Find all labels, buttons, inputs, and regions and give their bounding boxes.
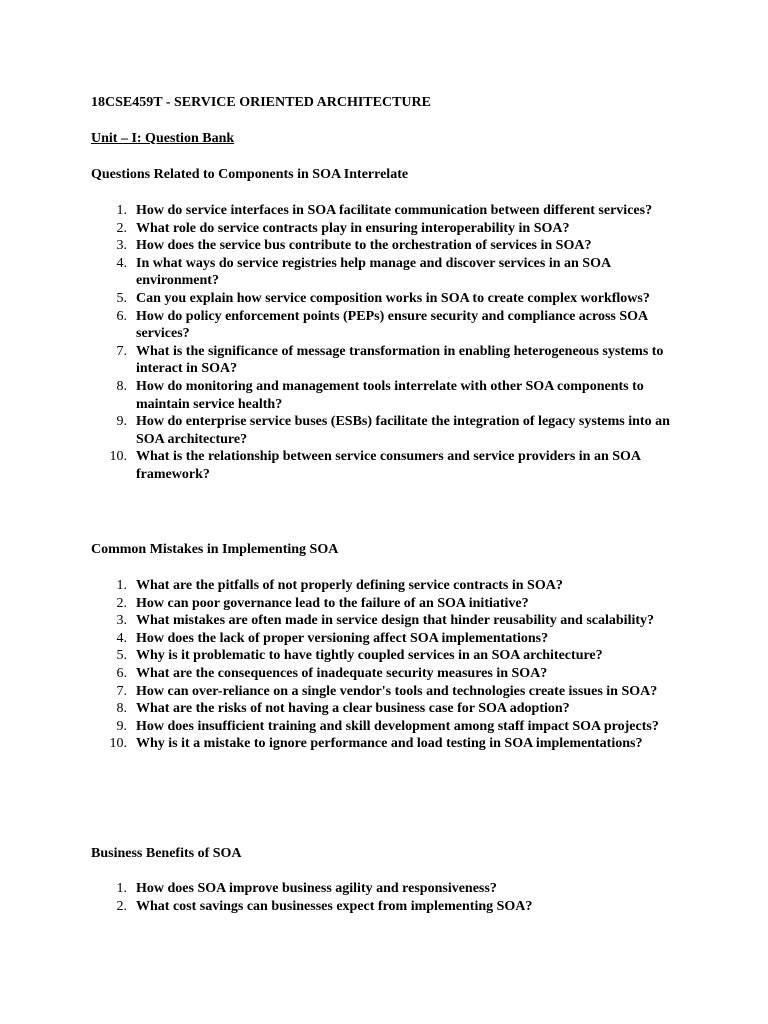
question-number: 4.	[116, 630, 127, 646]
question-number: 9.	[116, 718, 127, 734]
question-text: Why is it a mistake to ignore performance and load testing in SOA implementations?	[136, 736, 643, 752]
section-heading: Common Mistakes in Implementing SOA	[91, 542, 339, 557]
question-item	[91, 595, 681, 613]
question-item	[91, 700, 681, 718]
question-item	[91, 308, 681, 343]
question-text: How does SOA improve business agility and responsiveness?	[136, 881, 497, 896]
question-item	[91, 577, 681, 595]
question-number: 7.	[116, 683, 127, 699]
question-text: Why is it problematic to have tightly coupled services in an SOA architecture?	[136, 648, 603, 664]
question-number: 6.	[116, 665, 127, 681]
question-text: What cost savings can businesses expect from implementing SOA?	[136, 898, 533, 914]
question-item	[91, 202, 681, 220]
question-text: How do enterprise service buses (ESBs) facilitate the integration of legacy systems into an SOA architecture?	[136, 414, 670, 447]
question-number: 5.	[116, 648, 127, 664]
question-list	[91, 577, 681, 753]
question-text: How do policy enforcement points (PEPs) ensure security and compliance across SOA services?	[136, 308, 648, 342]
question-item	[91, 630, 681, 648]
question-item	[91, 612, 681, 630]
question-number: 8.	[116, 701, 127, 717]
question-item	[91, 665, 681, 683]
section-heading: Business Benefits of SOA	[91, 846, 242, 861]
question-item	[91, 880, 681, 898]
question-text: How does the lack of proper versioning affect SOA implementations?	[136, 630, 549, 646]
question-text: What is the relationship between service consumers and service providers in an SOA framework?	[136, 449, 641, 482]
question-number: 10.	[109, 736, 127, 752]
question-text: How do service interfaces in SOA facilitate communication between different services?	[136, 203, 653, 218]
question-number: 3.	[116, 613, 127, 629]
question-number: 1.	[116, 203, 127, 218]
question-item	[91, 255, 681, 290]
question-list	[91, 202, 681, 484]
question-text: Can you explain how service composition works in SOA to create complex workflows?	[136, 290, 650, 306]
question-number: 9.	[116, 414, 127, 430]
question-item	[91, 718, 681, 736]
question-item	[91, 378, 681, 413]
question-number: 1.	[116, 881, 127, 896]
question-number: 6.	[116, 308, 127, 324]
question-number: 1.	[116, 578, 127, 593]
question-text: How can poor governance lead to the failure of an SOA initiative?	[136, 595, 529, 611]
question-number: 4.	[116, 255, 127, 271]
question-item	[91, 220, 681, 238]
question-text: What role do service contracts play in ensuring interoperability in SOA?	[136, 220, 570, 236]
question-item	[91, 898, 681, 916]
question-number: 3.	[116, 238, 127, 254]
question-text: In what ways do service registries help manage and discover services in an SOA environment?	[136, 255, 611, 289]
question-text: What is the significance of message transformation in enabling heterogeneous systems to interact in SOA?	[136, 343, 664, 377]
question-item	[91, 237, 681, 255]
question-text: What are the consequences of inadequate security measures in SOA?	[136, 665, 548, 681]
question-item	[91, 413, 681, 448]
question-text: What mistakes are often made in service design that hinder reusability and scalability?	[136, 613, 655, 629]
question-number: 5.	[116, 290, 127, 306]
question-text: How does insufficient training and skill development among staff impact SOA projects?	[136, 718, 659, 734]
question-text: What are the pitfalls of not properly defining service contracts in SOA?	[136, 578, 563, 593]
question-number: 8.	[116, 378, 127, 394]
question-text: What are the risks of not having a clear business case for SOA adoption?	[136, 701, 570, 717]
question-number: 2.	[116, 595, 127, 611]
question-text: How can over-reliance on a single vendor's tools and technologies create issues in SOA?	[136, 683, 658, 699]
question-text: How does the service bus contribute to the orchestration of services in SOA?	[136, 238, 592, 254]
question-list	[91, 880, 681, 915]
section-heading: Questions Related to Components in SOA Interrelate	[91, 167, 409, 182]
question-item	[91, 343, 681, 378]
course-title: 18CSE459T - SERVICE ORIENTED ARCHITECTURE	[91, 95, 431, 110]
question-item	[91, 290, 681, 308]
question-text: How do monitoring and management tools interrelate with other SOA components to maintain service health?	[136, 378, 644, 412]
question-number: 2.	[116, 220, 127, 236]
question-number: 10.	[109, 449, 127, 465]
question-number: 2.	[116, 898, 127, 914]
question-item	[91, 647, 681, 665]
unit-title: Unit – I: Question Bank	[91, 131, 235, 146]
question-item	[91, 683, 681, 701]
question-item	[91, 448, 681, 483]
question-number: 7.	[116, 343, 127, 359]
question-item	[91, 735, 681, 753]
